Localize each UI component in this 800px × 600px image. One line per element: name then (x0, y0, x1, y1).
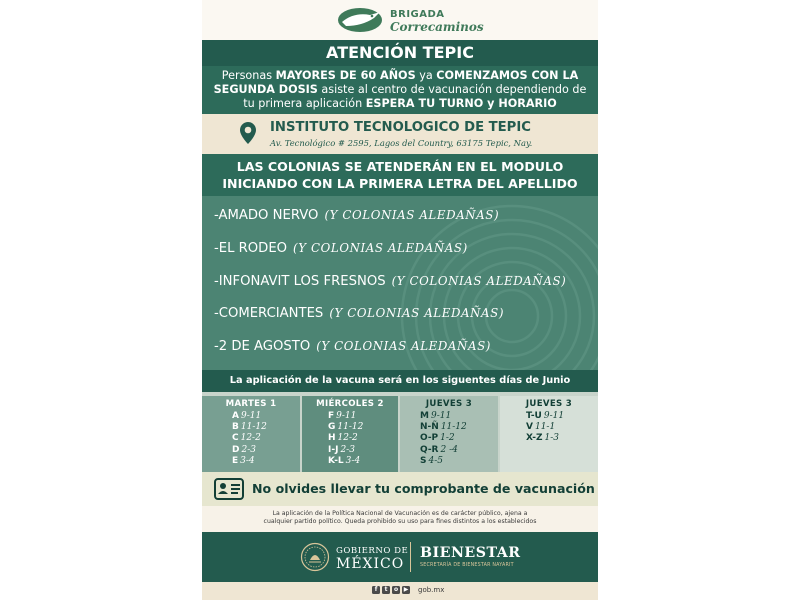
intro-bold: ESPERA TU TURNO y HORARIO (365, 97, 557, 110)
slot-hours: 9-11 (430, 411, 452, 421)
colonia-item (214, 339, 491, 354)
schedule-slot (420, 422, 498, 433)
gob-link[interactable]: gob.mx (418, 586, 445, 594)
colonia-note: (Y COLONIAS ALEDAÑAS) (391, 274, 567, 288)
slot-hours: 1-2 (440, 433, 455, 444)
brand-name-line1: BRIGADA (390, 9, 445, 20)
schedule-slot (328, 445, 398, 456)
slot-letter: H (328, 433, 336, 444)
colonia-name: -AMADO NERVO (214, 208, 319, 223)
days-banner (202, 370, 598, 392)
id-card-icon (214, 478, 244, 500)
disclaimer-line-1: La aplicación de la Política Nacional de Vacunación es de carácter público, ajena a (272, 510, 528, 517)
slot-letter: O-P (420, 433, 439, 444)
slot-hours: 11-12 (240, 422, 267, 433)
schedule-slot (526, 433, 598, 444)
colonia-name: -COMERCIANTES (214, 306, 324, 321)
schedule-slot (328, 422, 398, 433)
poster-title: ATENCIÓN TEPIC (326, 43, 474, 62)
reminder-bar (202, 472, 598, 506)
brand-header (202, 0, 598, 40)
venue-address: Av. Tecnológico # 2595, Lagos del Country, 63175 Tepic, Nay. (270, 138, 533, 148)
colonia-note: (Y COLONIAS ALEDAÑAS) (293, 241, 468, 255)
slot-hours: 9-11 (240, 411, 262, 421)
colonia-note: (Y COLONIAS ALEDAÑAS) (329, 306, 505, 320)
slot-hours: 1-3 (544, 433, 559, 444)
day-heading: MARTES 1 (225, 399, 277, 409)
schedule-slot (232, 433, 300, 444)
mexico-label: MÉXICO (336, 556, 405, 572)
slot-letter: C (232, 433, 239, 444)
slot-hours: 2 -4 (440, 444, 458, 455)
day-heading: MIÉRCOLES 2 (316, 399, 384, 409)
slot-hours: 9-11 (543, 411, 565, 421)
schedule-slot (420, 411, 498, 422)
days-intro-text: La aplicación de la vacuna será en los siguentes días de Junio (229, 375, 571, 386)
schedule-slot (420, 433, 498, 444)
module-line-2: INICIANDO CON LA PRIMERA LETRA DEL APELLIDO (222, 176, 578, 191)
schedule-slot (526, 422, 598, 433)
colonia-note: (Y COLONIAS ALEDAÑAS) (324, 208, 500, 222)
slot-hours: 11-12 (337, 422, 364, 433)
colonia-item (214, 274, 566, 289)
day-column-jueves-2 (500, 396, 598, 472)
vaccination-poster (202, 0, 598, 600)
reminder-text: No olvides llevar tu comprobante de vacunación (252, 481, 595, 496)
slot-letter: A (232, 411, 239, 421)
footer-divider (410, 542, 411, 572)
module-instructions (202, 154, 598, 196)
intro-bold: MAYORES DE 60 AÑOS (275, 69, 416, 82)
location-box (202, 114, 598, 154)
bienestar-label: BIENESTAR (420, 545, 521, 561)
facebook-icon[interactable]: f (372, 586, 380, 594)
slot-hours: 4-5 (428, 455, 443, 466)
module-line-1: LAS COLONIAS SE ATENDERÁN EN EL MODULO (236, 159, 564, 174)
day-column-jueves (400, 396, 498, 472)
schedule-slot (232, 445, 300, 456)
schedule-slot (526, 411, 598, 422)
intro-part: asiste al centro de vacunación dependiendo de tu primera aplicación (243, 83, 587, 110)
twitter-icon[interactable]: t (382, 586, 390, 594)
slot-hours: 3-4 (345, 455, 361, 466)
mexico-seal-icon (300, 542, 330, 572)
slot-letter: D (232, 444, 240, 455)
colonia-name: -2 DE AGOSTO (214, 339, 311, 354)
schedule-slot (232, 411, 300, 422)
colonia-item (214, 208, 499, 223)
schedule-slot (420, 445, 498, 456)
schedule-grid (202, 392, 598, 472)
slot-letter: X-Z (526, 433, 543, 444)
slot-hours: 2-3 (340, 444, 355, 455)
intro-text (210, 69, 590, 111)
slot-letter: E (232, 455, 239, 466)
slot-letter: I-J (328, 444, 339, 455)
schedule-slot (328, 456, 398, 467)
social-icons (372, 586, 412, 600)
slot-hours: 9-11 (336, 411, 357, 421)
secretaria-label: SECRETARÍA DE BIENESTAR NAYARIT (420, 563, 514, 568)
slot-letter: F (328, 411, 335, 421)
instagram-icon[interactable]: o (393, 586, 399, 593)
colonia-item (214, 306, 504, 321)
slot-hours: 11-12 (440, 422, 467, 433)
day-heading: JUEVES 3 (425, 399, 473, 409)
day-column-martes (202, 396, 300, 472)
slot-letter: V (526, 422, 533, 433)
slot-letter: Q-R (420, 444, 439, 455)
slot-letter: N-Ñ (420, 422, 439, 433)
gobierno-label: GOBIERNO DE (336, 546, 409, 556)
intro-part: Personas (221, 69, 276, 82)
slot-letter: K-L (328, 455, 344, 466)
intro-bold: COMENZAMOS CON LA SEGUNDA DOSIS (213, 69, 579, 96)
slot-hours: 12-2 (337, 433, 358, 444)
venue-name: INSTITUTO TECNOLOGICO DE TEPIC (270, 120, 531, 135)
colonias-panel (202, 196, 598, 370)
roadrunner-logo-icon (336, 6, 386, 34)
slot-hours: 11-1 (534, 422, 556, 433)
government-footer (202, 532, 598, 582)
slot-letter: B (232, 422, 239, 433)
colonia-note: (Y COLONIAS ALEDAÑAS) (316, 339, 491, 353)
social-bar (202, 582, 598, 600)
slot-letter: G (328, 422, 336, 433)
location-pin-icon (240, 122, 256, 144)
slot-hours: 2-3 (241, 444, 256, 455)
day-heading: JUEVES 3 (525, 399, 573, 409)
colonia-name: -EL RODEO (214, 241, 288, 256)
slot-letter: T-U (526, 411, 542, 421)
schedule-slot (328, 433, 398, 444)
colonia-name: -INFONAVIT LOS FRESNOS (214, 274, 386, 289)
day-column-miercoles (302, 396, 398, 472)
intro-box (202, 66, 598, 114)
youtube-icon[interactable]: ▶ (403, 586, 409, 593)
slot-letter: S (420, 455, 427, 466)
slot-hours: 12-2 (240, 433, 261, 444)
disclaimer-line-2: cualquier partido político. Queda prohibido su uso para fines distintos a los establecidos (263, 518, 537, 525)
schedule-slot (232, 456, 300, 467)
slot-hours: 3-4 (240, 455, 255, 466)
colonia-item (214, 241, 468, 256)
title-banner (202, 40, 598, 66)
disclaimer (202, 506, 598, 532)
schedule-slot (232, 422, 300, 433)
schedule-slot (420, 456, 498, 467)
intro-part: ya (415, 69, 437, 82)
brand-name-line2: Correcaminos (390, 20, 484, 34)
schedule-slot (328, 411, 398, 422)
slot-letter: M (420, 411, 429, 421)
